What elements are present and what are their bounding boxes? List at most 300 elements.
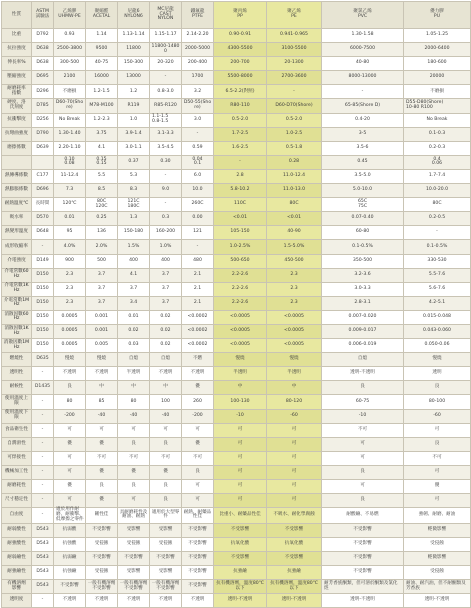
- table-cell: 一般有機溶劑不受影響: [118, 580, 150, 594]
- property-name-cell: 可焊接性: [2, 451, 32, 465]
- table-cell: 0.03: [118, 339, 150, 353]
- column-header: 聚丙烯 PP: [214, 2, 267, 29]
- table-cell: 2.3: [267, 282, 322, 296]
- astm-method-cell: D150: [32, 339, 54, 353]
- table-row: [2, 565, 471, 579]
- table-cell: 不透明: [150, 594, 182, 608]
- table-cell: 11800-14800: [150, 43, 182, 57]
- table-cell: 可: [322, 451, 404, 465]
- table-cell: 0.0005: [54, 324, 86, 338]
- table-cell: 不透明: [54, 594, 86, 608]
- table-cell: 2.3: [54, 282, 86, 296]
- property-name-cell: 磨擦係數: [2, 141, 32, 155]
- table-cell: -40: [86, 409, 118, 423]
- astm-method-cell: -: [32, 451, 54, 465]
- astm-method-cell: D150: [32, 282, 54, 296]
- table-cell: 0.001: [86, 324, 118, 338]
- table-cell: 10.0: [182, 184, 214, 198]
- property-name-cell: 壓縮強度: [2, 71, 32, 85]
- table-cell: 慢燒: [214, 353, 267, 367]
- table-row: [2, 282, 471, 296]
- table-cell: 不受影響: [150, 551, 182, 565]
- astm-method-cell: D543: [32, 551, 54, 565]
- table-cell: 1.14: [86, 29, 118, 43]
- table-cell: 80C: [404, 198, 471, 212]
- table-row: [2, 580, 471, 594]
- table-row: [2, 184, 471, 198]
- table-cell: 0.07-0.40: [322, 212, 404, 226]
- column-header: ASTM 試驗法: [32, 2, 54, 29]
- table-cell: 優: [54, 480, 86, 494]
- table-cell: 2500-3800: [54, 43, 86, 57]
- table-cell: 中: [214, 381, 267, 395]
- table-cell: 透明-不透明: [322, 367, 404, 381]
- column-header: 性質: [2, 2, 32, 29]
- table-cell: 1.30-1.58: [322, 29, 404, 43]
- table-cell: <0.0002: [182, 310, 214, 324]
- table-cell: 3.2: [182, 85, 214, 99]
- property-name-cell: 有機溶劑 影響: [2, 580, 32, 594]
- table-cell: R119: [118, 99, 150, 113]
- table-cell: No Break: [404, 113, 471, 127]
- table-row: [2, 523, 471, 537]
- table-cell: R80-110: [214, 99, 267, 113]
- table-cell: 輕微影響: [404, 523, 471, 537]
- property-name-cell: 透明度: [2, 594, 32, 608]
- table-cell: 透明-不透明: [322, 594, 404, 608]
- table-cell: 3.0-3.3: [322, 282, 404, 296]
- table-cell: 0.5-2.0: [214, 113, 267, 127]
- table-cell: 耐熱、耐藥品性佳: [182, 508, 214, 523]
- table-cell: D60-70(Shore): [54, 99, 86, 113]
- table-cell: 5.5: [86, 169, 118, 183]
- table-row: [2, 212, 471, 226]
- table-cell: 3.0: [182, 113, 214, 127]
- table-cell: 0.02: [150, 310, 182, 324]
- table-cell: 不受影響: [86, 523, 118, 537]
- table-cell: 0.25: [86, 212, 118, 226]
- table-cell: 110C: [214, 198, 267, 212]
- table-row: [2, 465, 471, 479]
- table-cell: 3.2-3.6: [322, 268, 404, 282]
- table-cell: 85: [86, 395, 118, 409]
- table-cell: 受侵蝕: [86, 565, 118, 579]
- property-name-cell: 耐磨耗性: [2, 480, 32, 494]
- table-cell: 11-12.4: [54, 169, 86, 183]
- astm-method-cell: -: [32, 480, 54, 494]
- table-cell: 2.1: [182, 296, 214, 310]
- table-cell: 自熄: [118, 353, 150, 367]
- table-cell: 3.5-6: [322, 141, 404, 155]
- table-cell: 3.7: [118, 282, 150, 296]
- property-name-cell: 耐弱鹼性: [2, 551, 32, 565]
- table-cell: 不可: [404, 451, 471, 465]
- table-cell: 不透明: [118, 594, 150, 608]
- table-cell: 中: [86, 381, 118, 395]
- table-cell: -: [267, 85, 322, 99]
- table-cell: 2.3: [267, 296, 322, 310]
- table-cell: 8.3: [118, 184, 150, 198]
- table-cell: 適於用作耐磨、耐衝擊、低摩擦之零件: [54, 508, 86, 523]
- table-cell: 可: [150, 423, 182, 437]
- table-cell: 優: [150, 465, 182, 479]
- table-cell: 不可: [150, 451, 182, 465]
- astm-method-cell: D150: [32, 296, 54, 310]
- table-cell: 耐油、耐汽油，但不耐酮類及芳香族: [404, 580, 471, 594]
- property-name-cell: 伸長率%: [2, 57, 32, 71]
- table-cell: 不受影響: [182, 523, 214, 537]
- table-cell: 可: [214, 437, 267, 451]
- astm-method-cell: -: [32, 367, 54, 381]
- table-row: [2, 508, 471, 523]
- property-name-cell: 介電常數1KHz: [2, 282, 32, 296]
- astm-method-cell: -: [32, 494, 54, 508]
- table-cell: <0.01: [267, 212, 322, 226]
- table-cell: 0.02: [150, 339, 182, 353]
- table-cell: 受侵蝕: [404, 565, 471, 579]
- table-cell: 0.2-0.5: [404, 212, 471, 226]
- table-cell: 6000-7500: [322, 43, 404, 57]
- table-cell: 受影響: [118, 523, 150, 537]
- table-row: [2, 324, 471, 338]
- table-cell: 透明-不透明: [404, 594, 471, 608]
- table-cell: 受侵蝕: [404, 537, 471, 551]
- table-row: [2, 57, 471, 71]
- table-cell: 1.2-1.5: [86, 85, 118, 99]
- column-header: MC尼龍 CAST NYLON: [150, 2, 182, 29]
- astm-method-cell: C177: [32, 169, 54, 183]
- table-row: [2, 409, 471, 423]
- table-cell: 330-530: [404, 254, 471, 268]
- property-name-cell: 使用溫度下限: [2, 409, 32, 423]
- table-cell: 0.00: [182, 212, 214, 226]
- table-cell: 300-500: [54, 57, 86, 71]
- table-cell: 1.0: [118, 113, 150, 127]
- table-cell: 1.3: [118, 212, 150, 226]
- table-cell: 可: [182, 423, 214, 437]
- table-cell: 16000: [86, 71, 118, 85]
- table-cell: 良: [54, 381, 86, 395]
- table-cell: 0.007-0.020: [322, 310, 404, 324]
- table-cell: 4300-5500: [214, 43, 267, 57]
- table-cell: 不受影響: [86, 551, 118, 565]
- column-header: 乙烯膠 UHMW-PE: [54, 2, 86, 29]
- table-cell: 0.10 0.08: [54, 155, 86, 169]
- table-cell: 0.2-0.3: [404, 141, 471, 155]
- table-cell: 良: [150, 480, 182, 494]
- table-cell: 4.2-5.1: [404, 296, 471, 310]
- table-cell: 剛性佳: [86, 508, 118, 523]
- table-cell: 4.1: [118, 268, 150, 282]
- table-cell: 150-300: [118, 57, 150, 71]
- table-cell: -200: [182, 409, 214, 423]
- table-cell: 80C: [267, 198, 322, 212]
- table-cell: 2.1: [182, 282, 214, 296]
- table-cell: 2.2-2.6: [214, 268, 267, 282]
- table-cell: 5.0-10.0: [322, 184, 404, 198]
- table-cell: -: [182, 240, 214, 254]
- table-cell: 中: [118, 381, 150, 395]
- table-cell: <0.0002: [182, 324, 214, 338]
- property-name-cell: 耐候性: [2, 381, 32, 395]
- material-properties-table: [1, 1, 471, 608]
- table-cell: 優: [182, 381, 214, 395]
- table-cell: 抗弱鹼: [54, 551, 86, 565]
- table-cell: 不透明: [150, 367, 182, 381]
- table-cell: D50-55(Shore): [182, 99, 214, 113]
- table-cell: 0.02: [118, 324, 150, 338]
- table-cell: 5500-8000: [214, 71, 267, 85]
- table-cell: 適用於大型零件: [150, 508, 182, 523]
- table-cell: 65-85(Shore D): [322, 99, 404, 113]
- table-cell: 可: [404, 423, 471, 437]
- table-cell: 2100: [54, 71, 86, 85]
- table-cell: 3.5-5.0: [322, 169, 404, 183]
- table-cell: 可: [267, 480, 322, 494]
- table-cell: 121C 180C: [118, 198, 150, 212]
- table-cell: 受侵蝕: [86, 537, 118, 551]
- table-cell: 1.5%: [118, 240, 150, 254]
- table-cell: 優: [118, 465, 150, 479]
- astm-method-cell: D256: [32, 113, 54, 127]
- table-row: [2, 367, 471, 381]
- table-cell: 不透明: [54, 367, 86, 381]
- table-cell: -: [214, 155, 267, 169]
- table-row: [2, 268, 471, 282]
- table-cell: 350-500: [322, 254, 404, 268]
- table-cell: 40-75: [86, 57, 118, 71]
- table-cell: 受侵蝕: [150, 537, 182, 551]
- table-cell: 不透明: [86, 367, 118, 381]
- table-cell: 0.02: [150, 324, 182, 338]
- table-cell: 100: [150, 395, 182, 409]
- table-cell: 0.93: [54, 29, 86, 43]
- astm-method-cell: D150: [32, 324, 54, 338]
- table-cell: 不可: [182, 451, 214, 465]
- astm-method-cell: D790: [32, 127, 54, 141]
- table-cell: 121: [182, 226, 214, 240]
- table-row: [2, 310, 471, 324]
- table-cell: 可: [86, 423, 118, 437]
- table-cell: 1.2: [118, 85, 150, 99]
- table-cell: 260C: [182, 198, 214, 212]
- table-cell: 0.04 0.1: [182, 155, 214, 169]
- table-row: [2, 339, 471, 353]
- table-cell: 1.5-5.0%: [267, 240, 322, 254]
- table-cell: 1.0%: [150, 240, 182, 254]
- astm-method-cell: -: [32, 508, 54, 523]
- table-cell: 受影響: [150, 523, 182, 537]
- table-cell: -10: [214, 409, 267, 423]
- astm-method-cell: D543: [32, 565, 54, 579]
- table-cell: 耐酸鹼、不易燃: [322, 508, 404, 523]
- table-cell: 0.015-0.048: [404, 310, 471, 324]
- table-cell: -60: [404, 409, 471, 423]
- table-row: [2, 423, 471, 437]
- table-cell: 2.3: [267, 268, 322, 282]
- astm-method-cell: D149: [32, 254, 54, 268]
- table-row: [2, 29, 471, 43]
- table-cell: 9500: [86, 43, 118, 57]
- table-cell: 耐芳香族酮類，但可溶於酮類及氯化烴: [322, 580, 404, 594]
- table-cell: 中: [150, 381, 182, 395]
- table-cell: 3.5-4.5: [150, 141, 182, 155]
- astm-method-cell: D648: [32, 226, 54, 240]
- table-cell: 160-200: [150, 226, 182, 240]
- table-cell: 0.043-0.060: [404, 324, 471, 338]
- astm-method-cell: D639: [32, 141, 54, 155]
- table-cell: 0.050-0.06: [404, 339, 471, 353]
- property-name-cell: 吸水率: [2, 212, 32, 226]
- table-cell: 3.75: [86, 127, 118, 141]
- table-cell: 慢燒: [54, 353, 86, 367]
- table-row: [2, 494, 471, 508]
- table-body: [2, 29, 471, 608]
- table-cell: <0.01: [214, 212, 267, 226]
- astm-method-cell: -: [32, 423, 54, 437]
- astm-method-cell: -: [32, 395, 54, 409]
- property-name-cell: 消散因數1MHz: [2, 339, 32, 353]
- column-header: 聚氯乙烯 PVC: [322, 2, 404, 29]
- table-cell: <0.0005: [267, 310, 322, 324]
- table-cell: 可: [54, 451, 86, 465]
- table-cell: 2.3: [54, 268, 86, 282]
- table-cell: 0.4 0.06: [404, 155, 471, 169]
- table-cell: 半透明: [214, 367, 267, 381]
- table-cell: 0.1-0.3: [404, 127, 471, 141]
- table-cell: 80: [54, 395, 86, 409]
- table-cell: 2700-3600: [267, 71, 322, 85]
- table-cell: 良: [322, 465, 404, 479]
- table-cell: 100-130: [214, 395, 267, 409]
- astm-method-cell: -: [32, 437, 54, 451]
- property-name-cell: 使用溫度上限: [2, 395, 32, 409]
- table-cell: 2.8: [214, 169, 267, 183]
- table-cell: 不透明: [86, 594, 118, 608]
- table-row: [2, 551, 471, 565]
- table-cell: 2.3: [54, 296, 86, 310]
- property-name-cell: 熱膨脹係數: [2, 184, 32, 198]
- table-cell: 3.4: [118, 296, 150, 310]
- table-row: [2, 395, 471, 409]
- table-cell: 0.37: [118, 155, 150, 169]
- table-cell: 可: [267, 423, 322, 437]
- table-cell: 13000: [118, 71, 150, 85]
- astm-method-cell: 長時間: [32, 198, 54, 212]
- astm-method-cell: [32, 155, 54, 169]
- table-cell: 2.14-2.20: [182, 29, 214, 43]
- table-cell: 不可: [322, 423, 404, 437]
- property-name-cell: 介電常數1MHz: [2, 296, 32, 310]
- table-cell: 2000-5000: [182, 43, 214, 57]
- table-header: [2, 2, 471, 29]
- column-header: 尼龍6 NYLON6: [118, 2, 150, 29]
- table-cell: 不磨損: [404, 85, 471, 99]
- table-cell: 11.0-12.4: [267, 169, 322, 183]
- table-cell: 3.7: [150, 282, 182, 296]
- astm-method-cell: D792: [32, 29, 54, 43]
- table-cell: 良: [322, 494, 404, 508]
- table-cell: 可: [267, 451, 322, 465]
- table-cell: 優: [54, 437, 86, 451]
- table-cell: 8.5: [86, 184, 118, 198]
- property-name-cell: 消散因數1KHz: [2, 324, 32, 338]
- table-cell: 0.009-0.017: [322, 324, 404, 338]
- table-cell: 0.01: [54, 212, 86, 226]
- table-cell: 0.45: [322, 155, 404, 169]
- table-cell: 可: [404, 494, 471, 508]
- column-header: 鐵氟龍 PTFE: [182, 2, 214, 29]
- table-cell: 136: [86, 226, 118, 240]
- property-name-cell: 尺寸穩定性: [2, 494, 32, 508]
- table-row: [2, 437, 471, 451]
- table-cell: 良: [150, 494, 182, 508]
- table-cell: 可: [214, 480, 267, 494]
- table-cell: 4.1: [86, 141, 118, 155]
- table-cell: -: [322, 85, 404, 99]
- table-cell: 8000-13000: [322, 71, 404, 85]
- table-cell: 不透明: [182, 367, 214, 381]
- property-name-cell: 介電常數60Hz: [2, 268, 32, 282]
- table-cell: 3.7: [86, 296, 118, 310]
- table-cell: D60-D70(Shore): [267, 99, 322, 113]
- table-cell: 慢燒: [267, 353, 322, 367]
- table-cell: 自熄: [150, 353, 182, 367]
- table-cell: 3.7: [150, 296, 182, 310]
- table-row: [2, 226, 471, 240]
- table-cell: 5.3: [118, 169, 150, 183]
- table-cell: 2.1: [182, 268, 214, 282]
- table-cell: 0.1-0.5%: [404, 240, 471, 254]
- property-name-cell: 介電強度: [2, 254, 32, 268]
- table-cell: 優: [404, 480, 471, 494]
- table-cell: 40-80: [322, 57, 404, 71]
- table-cell: M78-M100: [86, 99, 118, 113]
- table-cell: 具耐磨耗性及耐油、耐熱: [118, 508, 150, 523]
- table-cell: 不受影響: [182, 565, 214, 579]
- table-row: [2, 537, 471, 551]
- table-cell: -60: [267, 409, 322, 423]
- table-cell: -: [150, 198, 182, 212]
- table-cell: 400: [150, 254, 182, 268]
- table-cell: 不受影響: [267, 523, 322, 537]
- astm-method-cell: D696: [32, 184, 54, 198]
- property-name-cell: 自潤滑性: [2, 437, 32, 451]
- table-cell: 可: [182, 494, 214, 508]
- property-name-cell: 抗拉強度: [2, 43, 32, 57]
- table-cell: <0.0005: [214, 339, 267, 353]
- table-cell: 半透明: [267, 367, 322, 381]
- table-cell: 4.0%: [54, 240, 86, 254]
- table-row: [2, 127, 471, 141]
- table-row: [2, 198, 471, 212]
- astm-method-cell: D150: [32, 310, 54, 324]
- table-cell: 不受影響: [214, 551, 267, 565]
- table-row: [2, 480, 471, 494]
- table-cell: 可: [322, 480, 404, 494]
- table-cell: 不受影響: [214, 523, 267, 537]
- table-cell: 不吸水、耐化學腐蝕: [267, 508, 322, 523]
- property-name-cell: 比重: [2, 29, 32, 43]
- table-cell: 抗弱酸: [54, 523, 86, 537]
- table-cell: 良: [404, 437, 471, 451]
- table-row: [2, 240, 471, 254]
- table-row: [2, 113, 471, 127]
- table-cell: 0.5-1.8: [267, 141, 322, 155]
- table-cell: 1.05-1.25: [404, 29, 471, 43]
- table-row: [2, 155, 471, 169]
- table-cell: No Break: [54, 113, 86, 127]
